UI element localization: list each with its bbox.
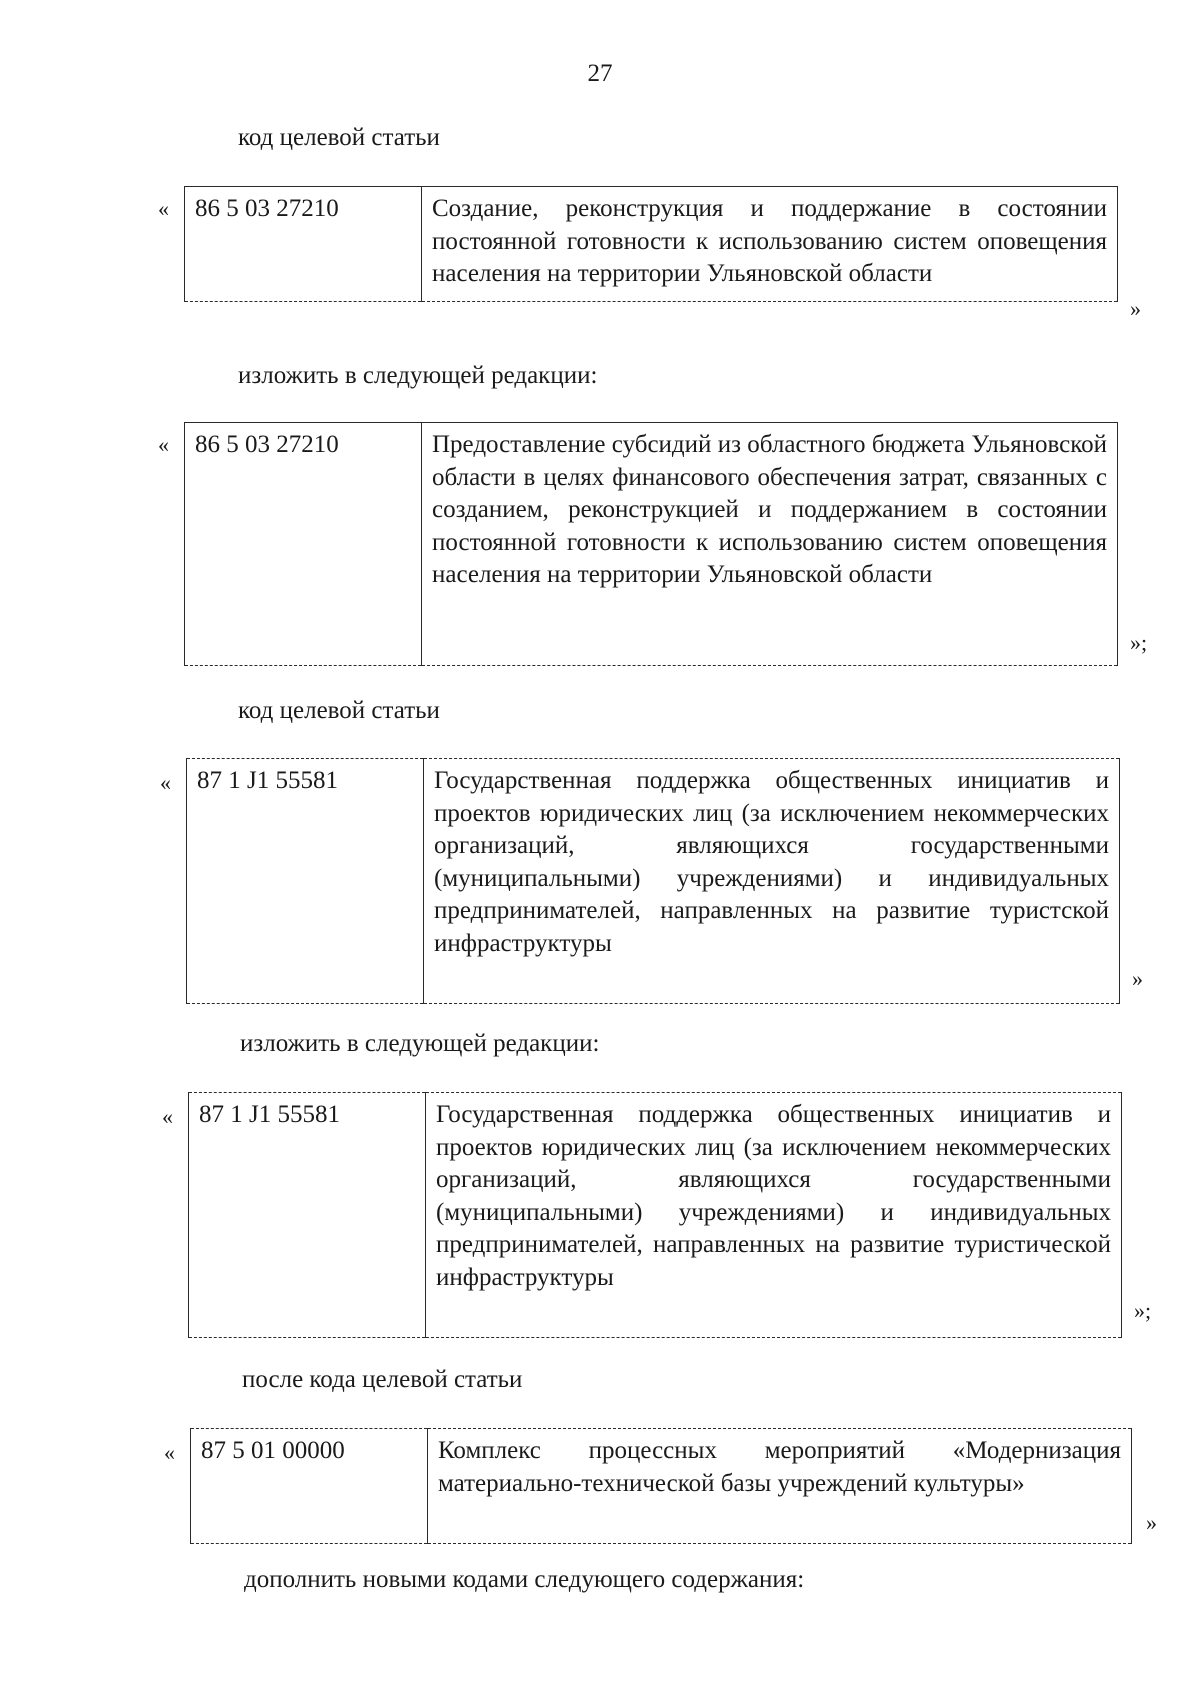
target-code: 87 1 J1 55581: [189, 1093, 426, 1338]
target-description: Государственная поддержка общественных инициатив и проектов юридических лиц (за исключением некоммерческих организаций, являющихся государственными (муниципальными) учреждениями) и индивидуальных предпринимателей, направленных на развитие туристической инфраструктуры: [426, 1093, 1122, 1338]
close-quote: »: [1130, 296, 1141, 321]
target-code: 86 5 03 27210: [185, 423, 422, 666]
open-quote: «: [158, 432, 169, 457]
target-code: 87 5 01 00000: [191, 1429, 428, 1544]
target-description: Государственная поддержка общественных инициатив и проектов юридических лиц (за исключением некоммерческих организаций, являющихся государственными (муниципальными) учреждениями) и индивидуальных предпринимателей, направленных на развитие туристской инфраструктуры: [424, 759, 1120, 1004]
code-table: [188, 1092, 1122, 1338]
close-quote: »: [1146, 1510, 1157, 1535]
paragraph-target-code: код целевой статьи: [238, 124, 440, 151]
close-quote: »: [1132, 966, 1143, 991]
code-table: [184, 422, 1118, 666]
paragraph-add-new-codes: дополнить новыми кодами следующего содержания:: [244, 1566, 805, 1593]
paragraph-target-code: код целевой статьи: [238, 697, 440, 724]
open-quote: «: [162, 1104, 173, 1129]
close-quote: »;: [1134, 1298, 1152, 1323]
open-quote: «: [164, 1440, 175, 1465]
paragraph-after-code: после кода целевой статьи: [242, 1366, 523, 1393]
target-code: 87 1 J1 55581: [187, 759, 424, 1004]
page-number: 27: [587, 60, 613, 87]
close-quote: »;: [1130, 630, 1148, 655]
code-table: [184, 186, 1118, 302]
target-code: 86 5 03 27210: [185, 187, 422, 302]
target-description: Комплекс процессных мероприятий «Модернизация материально-технической базы учреждений культуры»: [428, 1429, 1132, 1544]
open-quote: «: [158, 196, 169, 221]
paragraph-new-edition: изложить в следующей редакции:: [238, 362, 598, 389]
code-table: [186, 758, 1120, 1004]
open-quote: «: [160, 770, 171, 795]
code-table: [190, 1428, 1132, 1544]
target-description: Предоставление субсидий из областного бюджета Ульяновской области в целях финансового обеспечения затрат, связанных с созданием, реконструкцией и поддержанием в состоянии постоянной готовности к использованию систем оповещения населения на территории Ульяновской области: [422, 423, 1118, 666]
target-description: Создание, реконструкция и поддержание в состоянии постоянной готовности к использованию систем оповещения населения на территории Ульяновской области: [422, 187, 1118, 302]
paragraph-new-edition: изложить в следующей редакции:: [240, 1030, 600, 1057]
